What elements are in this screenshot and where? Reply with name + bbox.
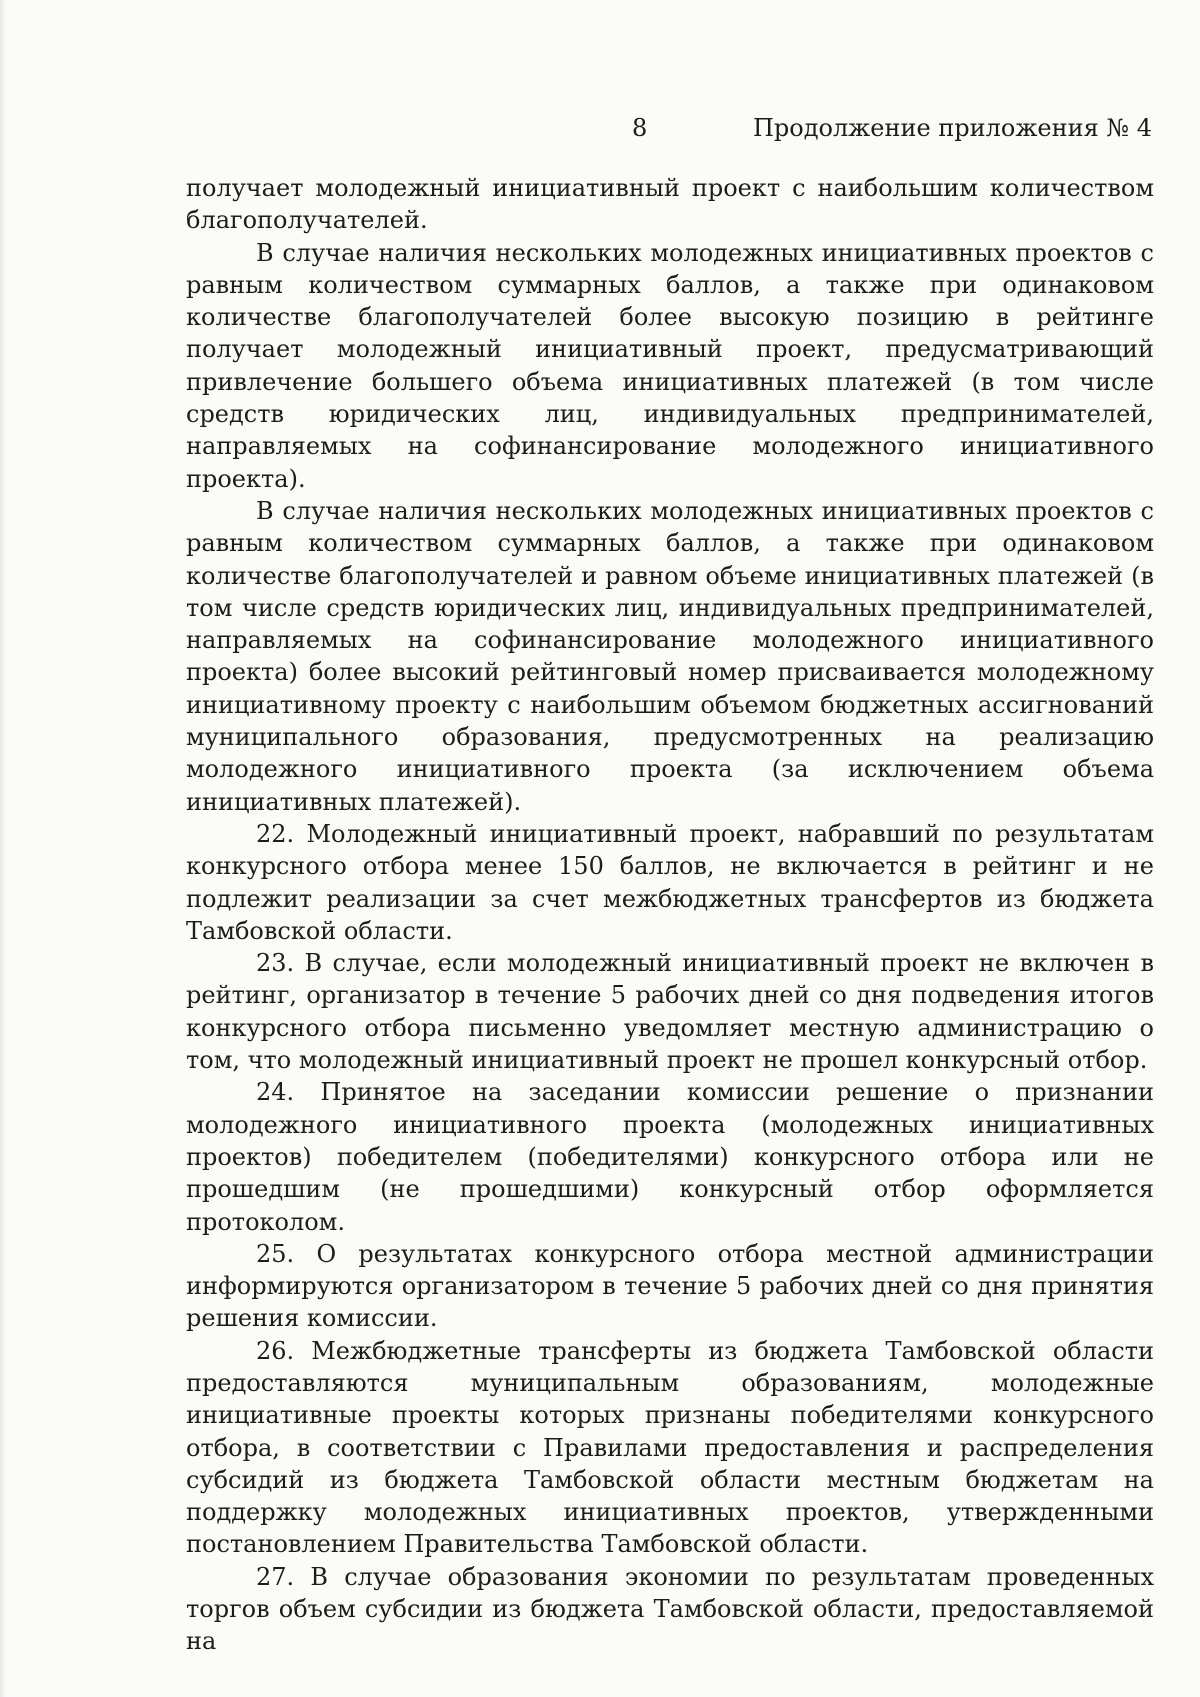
appendix-continuation-label: Продолжение приложения № 4 [752, 114, 1152, 142]
paragraph-clause-25: 25. О результатах конкурсного отбора местной администрации информируются организатором в течение 5 рабочих дней со дня принятия решения комиссии. [186, 1239, 1154, 1333]
document-body [186, 172, 1154, 1658]
scan-edge-shadow [0, 0, 6, 1697]
paragraph-clause-27: 27. В случае образования экономии по результатам проведенных торгов объем субсидии из бюджета Тамбовской области, предоставляемой на [186, 1562, 1154, 1656]
paragraph-continued: получает молодежный инициативный проект с наибольшим количеством благополучателей. [186, 174, 1154, 235]
page-header [0, 110, 1200, 150]
paragraph-tie-break-initiative-payments: В случае наличия нескольких молодежных инициативных проектов с равным количеством суммарных баллов, а также при одинаковом количестве благополучателей более высокую позицию в рейтинге получает молодежный инициативный проект, предусматривающий привлечение большего объема инициативных платежей (в том числе средств юридических лиц, индивидуальных предпринимателей, направляемых на софинансирование молодежного инициативного проекта). [186, 238, 1154, 493]
paragraph-clause-26: 26. Межбюджетные трансферты из бюджета Тамбовской области предоставляются муниципальным образованиям, молодежные инициативные проекты которых признаны победителями конкурсного отбора, в соответствии с Правилами предоставления и распределения субсидий из бюджета Тамбовской области местным бюджетам на поддержку молодежных инициативных проектов, утвержденными постановлением Правительства Тамбовской области. [186, 1336, 1154, 1559]
paragraph-clause-22: 22. Молодежный инициативный проект, набравший по результатам конкурсного отбора менее 150 баллов, не включается в рейтинг и не подлежит реализации за счет межбюджетных трансфертов из бюджета Тамбовской области. [186, 819, 1154, 945]
paragraph-tie-break-budget-allocations: В случае наличия нескольких молодежных инициативных проектов с равным количеством суммарных баллов, а также при одинаковом количестве благополучателей и равном объеме инициативных платежей (в том числе средств юридических лиц, индивидуальных предпринимателей, направляемых на софинансирование молодежного инициативного проекта) более высокий рейтинговый номер присваивается молодежному инициативному проекту с наибольшим объемом бюджетных ассигнований муниципального образования, предусмотренных на реализацию молодежного инициативного проекта (за исключением объема инициативных платежей). [186, 496, 1154, 816]
page-number: 8 [632, 114, 648, 142]
paragraph-clause-23: 23. В случае, если молодежный инициативный проект не включен в рейтинг, организатор в течение 5 рабочих дней со дня подведения итогов конкурсного отбора письменно уведомляет местную администрацию о том, что молодежный инициативный проект не прошел конкурсный отбор. [186, 949, 1154, 1075]
paragraph-clause-24: 24. Принятое на заседании комиссии решение о признании молодежного инициативного проекта (молодежных инициативных проектов) победителем (победителями) конкурсного отбора или не прошедшим (не прошедшими) конкурсный отбор оформляется протоколом. [186, 1078, 1154, 1236]
